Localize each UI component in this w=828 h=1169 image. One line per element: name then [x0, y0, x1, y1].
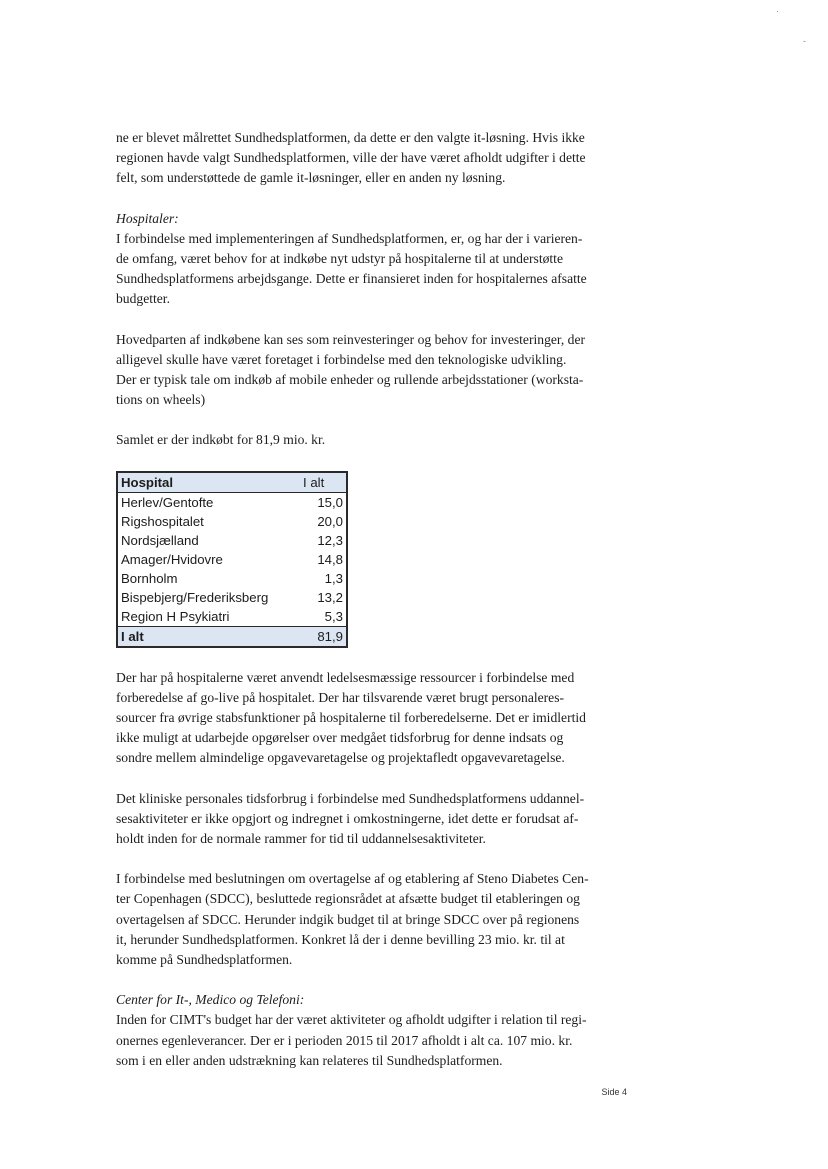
paragraph-total-purchase: Samlet er der indkøbt for 81,9 mio. kr. — [116, 432, 326, 448]
table-row — [117, 607, 347, 627]
table-row — [117, 512, 347, 531]
hospital-amount: 12,3 — [293, 531, 347, 550]
hospital-name: Bornholm — [121, 570, 178, 586]
section-heading-hospitaler: Hospitaler: — [116, 210, 179, 226]
column-header-total: I alt — [293, 472, 347, 493]
hospital-table — [116, 471, 348, 648]
hospital-name: Herlev/Gentofte — [121, 494, 214, 510]
page-number: Side 4 — [601, 1087, 627, 1097]
paragraph-management-resources: Der har på hospitalerne været anvendt ledelsesmæssige ressourcer i forbindelse med forberedelse af go-live på hospitalet. Der har tilsvarende været brugt personaleres- sourcer fra øvrige stabsfunktioner på hospitalerne til forberedelserne. Det er imidlertid ikke muligt at udarbejde opgørelser over medgået tidsforbrug for denne indsats og sondre mellem almindelige opgavevaretagelse og projektafledt opgavevaretagelse. — [116, 669, 586, 766]
hospital-name: Nordsjælland — [121, 532, 199, 548]
paragraph-hospitaler: Hospitaler: I forbindelse med implementeringen af Sundhedsplatformen, er, og har der i varieren- de omfang, været behov for at indkøbe nyt udstyr på hospitalerne til at understøtte Sundhedsplatformens arbejdsgange. Dette er finansieret inden for hospitalernes afsatte budgetter. — [116, 209, 636, 310]
hospital-table-wrapper — [116, 471, 636, 648]
hospital-amount: 5,3 — [293, 607, 347, 627]
paragraph-sdcc: I forbindelse med beslutningen om overtagelse af og etablering af Steno Diabetes Cen- ter Copenhagen (SDCC), besluttede regionsrådet at afsætte budget til etableringen og overtagelsen af SDCC. Herunder indgik budget til at bringe SDCC over på regionens it, herunder Sundhedsplatformen. Konkret lå der i denne bevilling 23 mio. kr. til at komme på Sundhedsplatformen. — [116, 871, 589, 968]
scan-speck: · — [776, 6, 779, 16]
hospital-name: Bispebjerg/Frederiksberg — [121, 589, 269, 605]
column-header-hospital: Hospital — [121, 474, 174, 490]
table-row — [117, 531, 347, 550]
paragraph-reinvestments: Hovedparten af indkøbene kan ses som reinvesteringer og behov for investeringer, der alligevel skulle have været foretaget i forbindelse med den teknologiske udvikling. Der er typisk tale om indkøb af mobile enheder og rullende arbejdsstationer (worksta- tions on wheels) — [116, 331, 586, 408]
total-label: I alt — [121, 628, 144, 644]
document-body — [116, 128, 636, 1091]
table-row — [117, 550, 347, 569]
scan-speck: - — [803, 36, 806, 46]
hospital-amount: 20,0 — [293, 512, 347, 531]
section-heading-center: Center for It-, Medico og Telefoni: — [116, 992, 305, 1008]
table-row — [117, 492, 347, 512]
hospital-amount: 14,8 — [293, 550, 347, 569]
table-header-row — [117, 472, 347, 493]
hospital-name: Region H Psykiatri — [121, 608, 230, 624]
paragraph-clinical-staff: Det kliniske personales tidsforbrug i forbindelse med Sundhedsplatformens uddannel- sesaktiviteter er ikke opgjort og indregnet i omkostningerne, idet dette er forudsat af- holdt inden for de normale rammer for tid til uddannelsesaktiviteter. — [116, 790, 585, 847]
paragraph-intro: ne er blevet målrettet Sundhedsplatformen, da dette er den valgte it-løsning. Hvis ikke regionen havde valgt Sundhedsplatformen, ville der have været afholdt udgifter i dette felt, som understøttede de gamle it-løsninger, eller en anden ny løsning. — [116, 130, 586, 186]
total-amount: 81,9 — [293, 626, 347, 647]
hospital-amount: 13,2 — [293, 588, 347, 607]
hospital-name: Rigshospitalet — [121, 513, 204, 529]
table-row — [117, 569, 347, 588]
hospital-amount: 1,3 — [293, 569, 347, 588]
paragraph-cimt: Center for It-, Medico og Telefoni: Inden for CIMT's budget har der været aktiviteter og afholdt udgifter i relation til regi- onernes egenleverancer. Der er i perioden 2015 til 2017 afholdt i alt ca. 107 mio. kr. som i en eller anden udstrækning kan relateres til Sundhedsplatformen. — [116, 990, 636, 1071]
hospital-amount: 15,0 — [293, 492, 347, 512]
hospital-name: Amager/Hvidovre — [121, 551, 223, 567]
table-row — [117, 588, 347, 607]
table-total-row — [117, 626, 347, 647]
